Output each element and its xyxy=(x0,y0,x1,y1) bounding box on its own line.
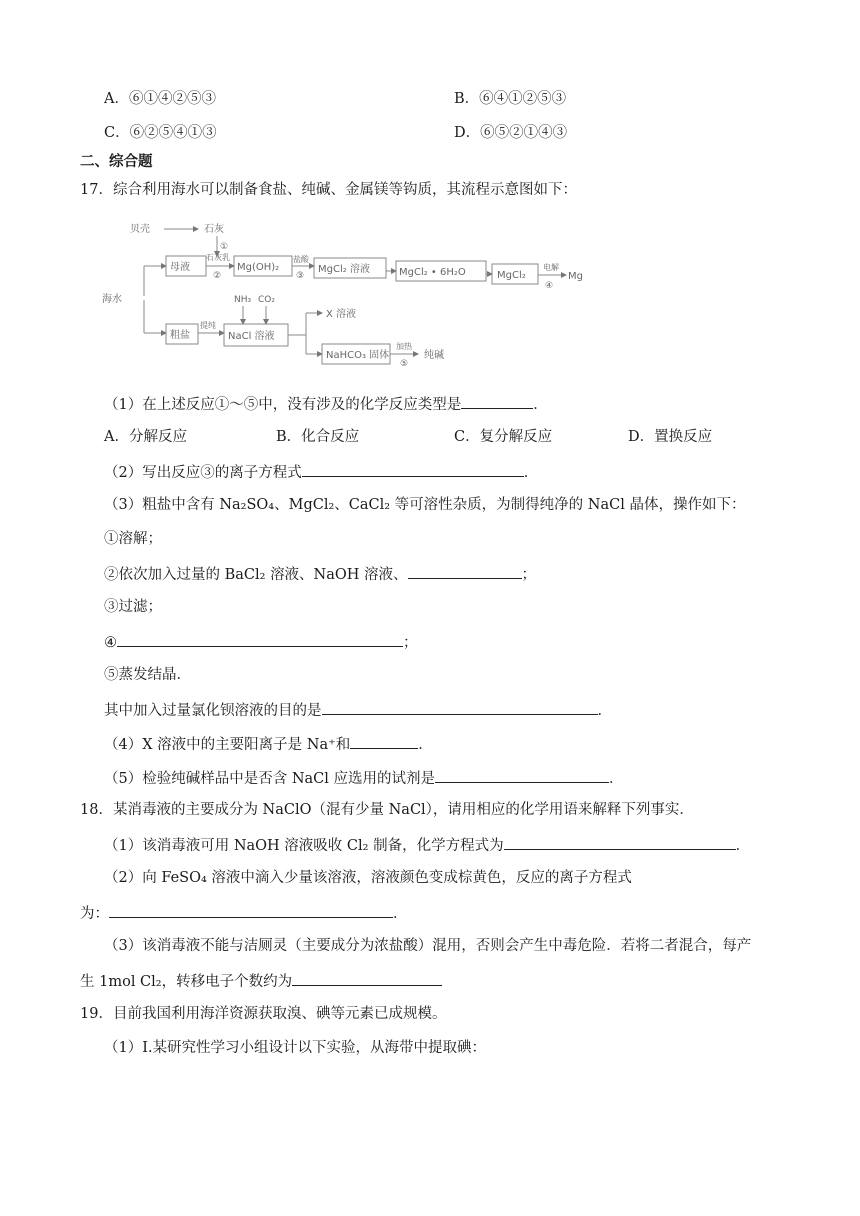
diagram-step-1: ① xyxy=(220,242,229,252)
diagram-hcl: 盐酸 xyxy=(293,255,309,264)
diagram-nahco3: NaHCO₃ 固体 xyxy=(326,350,390,361)
seawater-flow-diagram xyxy=(100,216,600,368)
diagram-co2: CO₂ xyxy=(258,295,275,305)
section-title: 二、综合题 xyxy=(80,154,153,170)
diagram-soda: 纯碱 xyxy=(424,350,444,361)
q17-step4: ④ ； xyxy=(104,631,418,653)
diagram-mgcl2: MgCl₂ xyxy=(497,270,526,281)
answer-blank[interactable] xyxy=(350,733,418,749)
diagram-step-2: ② xyxy=(213,271,222,281)
diagram-shell: 贝壳 xyxy=(130,224,150,235)
q18-part2-answer: 为： ． xyxy=(80,902,408,924)
answer-blank[interactable] xyxy=(461,393,533,409)
diagram-step-3: ③ xyxy=(296,271,305,281)
diagram-step-4: ④ xyxy=(545,281,554,291)
q17-part2: （2）写出反应③的离子方程式 ． xyxy=(104,461,538,483)
q17-choice-a: A．分解反应 xyxy=(104,429,187,445)
diagram-crude-salt: 粗盐 xyxy=(170,330,190,341)
diagram-mgcl2-hydrate: MgCl₂ • 6H₂O xyxy=(399,267,466,278)
option-d: D．⑥⑤②①④③ xyxy=(454,125,568,141)
diagram-mgoh2: Mg(OH)₂ xyxy=(237,262,280,273)
answer-blank[interactable] xyxy=(408,563,522,579)
answer-blank[interactable] xyxy=(117,631,403,647)
answer-blank[interactable] xyxy=(292,970,442,986)
q17-choice-b: B．化合反应 xyxy=(276,429,360,445)
q17-step1: ①溶解； xyxy=(104,531,162,547)
q17-purpose: 其中加入过量氯化钡溶液的目的是 ． xyxy=(104,699,612,721)
q18-stem: 18．某消毒液的主要成分为 NaClO（混有少量 NaCl），请用相应的化学用语来解释下列事实． xyxy=(80,802,694,818)
diagram-lime-milk: 石灰乳 xyxy=(206,253,230,262)
diagram-heat: 加热 xyxy=(396,342,412,351)
answer-blank[interactable] xyxy=(322,699,598,715)
q17-stem: 17．综合利用海水可以制备食盐、纯碱、金属镁等钩质，其流程示意图如下： xyxy=(80,182,577,198)
q18-part3-answer: 生 1mol Cl₂，转移电子个数约为 xyxy=(80,970,442,992)
q18-part1: （1）该消毒液可用 NaOH 溶液吸收 Cl₂ 制备，化学方程式为 ． xyxy=(104,834,750,856)
q18-part3: （3）该消毒液不能与洁厕灵（主要成分为浓盐酸）混用，否则会产生中毒危险．若将二者混合，每产 xyxy=(104,938,752,954)
diagram-mother-liquor: 母液 xyxy=(170,262,190,273)
q17-step5: ⑤蒸发结晶． xyxy=(104,667,191,683)
diagram-mgcl2-solution: MgCl₂ 溶液 xyxy=(318,264,370,275)
q17-part5: （5）检验纯碱样品中是否含 NaCl 应选用的试剂是 ． xyxy=(104,767,624,789)
option-b: B．⑥④①②⑤③ xyxy=(454,91,567,107)
q19-part1: （1）Ⅰ.某研究性学习小组设计以下实验，从海带中提取碘： xyxy=(104,1040,487,1056)
q17-choice-c: C．复分解反应 xyxy=(454,429,553,445)
diagram-seawater: 海水 xyxy=(102,294,122,305)
diagram-lime: 石灰 xyxy=(204,224,224,235)
diagram-mg: Mg xyxy=(568,271,583,282)
answer-blank[interactable] xyxy=(504,834,736,850)
q17-step3: ③过滤； xyxy=(104,599,162,615)
answer-blank[interactable] xyxy=(435,767,609,783)
diagram-x-solution: X 溶液 xyxy=(326,309,357,320)
diagram-nh3: NH₃ xyxy=(234,295,252,305)
q17-choice-d: D．置换反应 xyxy=(628,429,713,445)
q19-stem: 19．目前我国利用海洋资源获取溴、碘等元素已成规模。 xyxy=(80,1006,447,1022)
option-a: A．⑥①④②⑤③ xyxy=(104,91,216,107)
q17-part1: （1）在上述反应①～⑤中，没有涉及的化学反应类型是 ． xyxy=(104,393,548,415)
answer-blank[interactable] xyxy=(302,461,524,477)
answer-blank[interactable] xyxy=(109,902,393,918)
option-c: C．⑥②⑤④①③ xyxy=(104,125,217,141)
diagram-electrolysis: 电解 xyxy=(543,263,559,272)
q17-part4: （4）X 溶液中的主要阳离子是 Na⁺和 ． xyxy=(104,733,433,755)
diagram-step-5: ⑤ xyxy=(400,359,409,368)
diagram-nacl-solution: NaCl 溶液 xyxy=(228,331,275,342)
diagram-purify: 提纯 xyxy=(200,321,216,330)
q17-step2: ②依次加入过量的 BaCl₂ 溶液、NaOH 溶液、 ； xyxy=(104,563,536,585)
q18-part2: （2）向 FeSO₄ 溶液中滴入少量该溶液，溶液颜色变成棕黄色，反应的离子方程式 xyxy=(104,870,632,886)
q17-part3: （3）粗盐中含有 Na₂SO₄、MgCl₂、CaCl₂ 等可溶性杂质，为制得纯净的 NaCl 晶体，操作如下： xyxy=(104,497,746,513)
